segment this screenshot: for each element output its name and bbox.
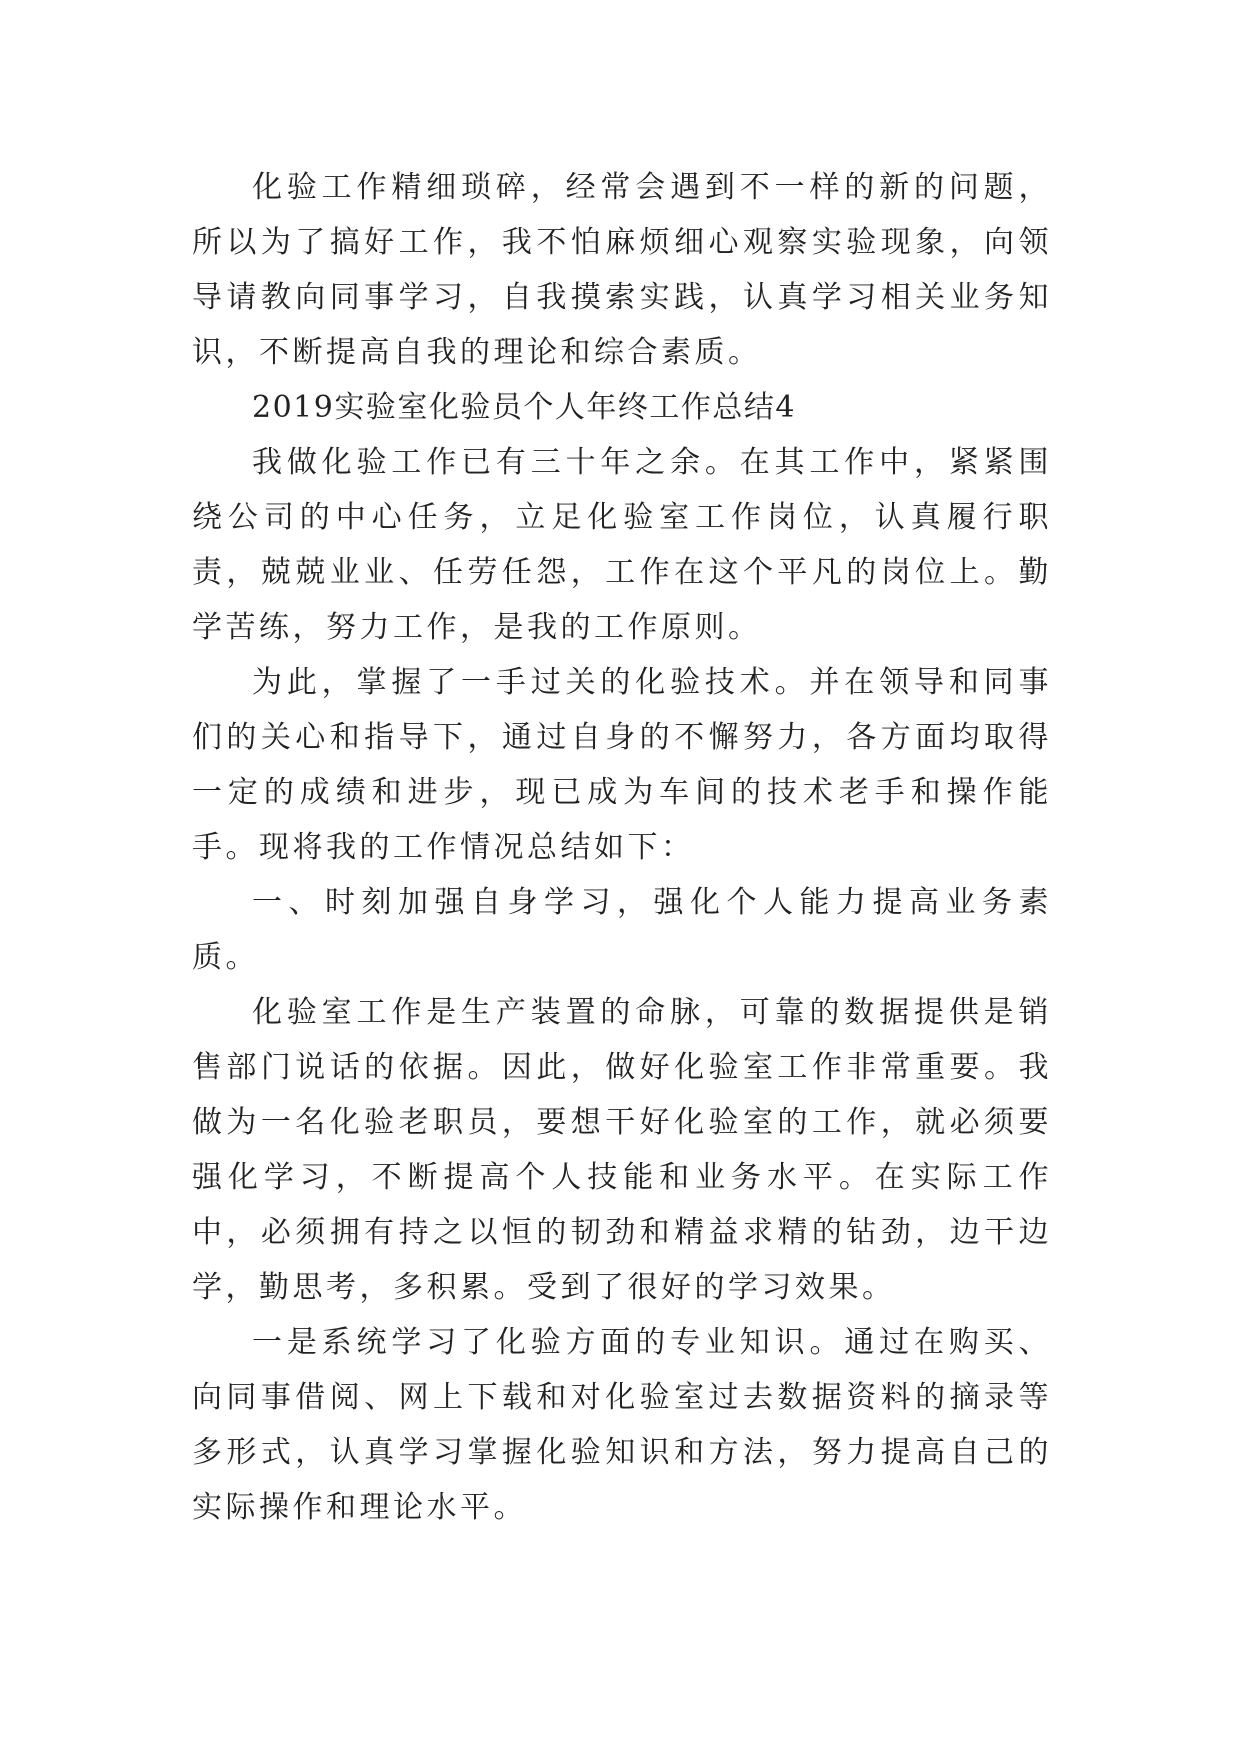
subheading: 一、时刻加强自身学习，强化个人能力提高业务素质。 bbox=[192, 885, 1052, 975]
section-heading: 2019实验室化验员个人年终工作总结4 bbox=[252, 390, 796, 425]
paragraph: 为此，掌握了一手过关的化验技术。并在领导和同事们的关心和指导下，通过自身的不懈努力，各方面均取得一定的成绩和进步，现已成为车间的技术老手和操作能手。现将我的工作情况总结如下： bbox=[192, 665, 1052, 865]
paragraph: 我做化验工作已有三十年之余。在其工作中，紧紧围绕公司的中心任务，立足化验室工作岗位，认真履行职责，兢兢业业、任劳任怨，工作在这个平凡的岗位上。勤学苦练，努力工作，是我的工作原则。 bbox=[192, 445, 1052, 645]
document-body bbox=[192, 160, 1052, 1535]
paragraph: 化验室工作是生产装置的命脉，可靠的数据提供是销售部门说话的依据。因此，做好化验室工作非常重要。我做为一名化验老职员，要想干好化验室的工作，就必须要强化学习，不断提高个人技能和业务水平。在实际工作中，必须拥有持之以恒的韧劲和精益求精的钻劲，边干边学，勤思考，多积累。受到了很好的学习效果。 bbox=[192, 995, 1052, 1305]
paragraph: 一是系统学习了化验方面的专业知识。通过在购买、向同事借阅、网上下载和对化验室过去数据资料的摘录等多形式，认真学习掌握化验知识和方法，努力提高自己的实际操作和理论水平。 bbox=[192, 1325, 1052, 1525]
paragraph: 化验工作精细琐碎，经常会遇到不一样的新的问题，所以为了搞好工作，我不怕麻烦细心观察实验现象，向领导请教向同事学习，自我摸索实践，认真学习相关业务知识，不断提高自我的理论和综合素质。 bbox=[192, 170, 1052, 370]
